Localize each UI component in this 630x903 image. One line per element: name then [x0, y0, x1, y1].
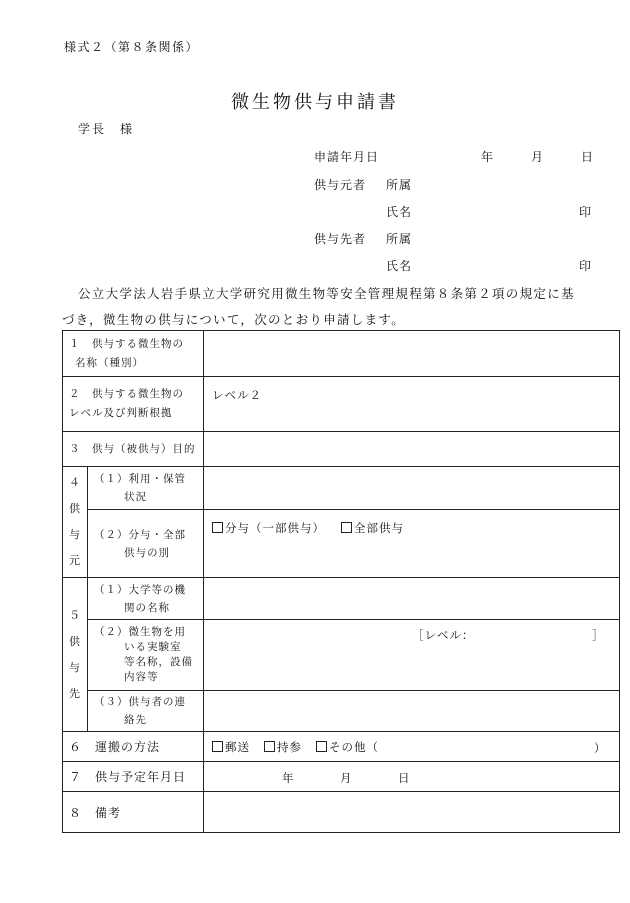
- provider-distribution-field: [204, 510, 620, 578]
- provider-usage-field[interactable]: [204, 467, 620, 510]
- provider-usage-line2: 状況: [124, 491, 147, 503]
- recipient-lab-line2: いる実験室: [124, 641, 182, 653]
- provider-vertical-char: 供: [69, 502, 81, 515]
- recipient-vertical-number: ５: [69, 608, 81, 622]
- recipient-seal: 印: [579, 259, 593, 273]
- recipient-lab-label: [88, 620, 204, 691]
- recipient-affiliation-label: 所属: [386, 232, 413, 246]
- level-bracket-close: ］: [592, 628, 605, 642]
- recipient-institution-line2: 関の名称: [124, 601, 170, 614]
- row8-label: ８ 備考: [63, 792, 204, 833]
- mail-checkbox[interactable]: [212, 741, 223, 752]
- row3-label: ３ 供与（被供与）目的: [63, 432, 204, 467]
- recipient-vertical-char: 供: [69, 634, 81, 648]
- application-date-day: 日: [581, 150, 595, 164]
- provider-vertical-char: 元: [69, 554, 81, 567]
- provider-vertical-char: 与: [69, 528, 81, 541]
- row2-label: [63, 377, 204, 432]
- recipient-group-label: [63, 578, 88, 732]
- application-date-year: 年: [481, 150, 495, 164]
- row1-label-line1: １ 供与する微生物の: [69, 337, 184, 350]
- table-row: [63, 732, 620, 762]
- application-date-label: 申請年月日: [314, 150, 380, 164]
- provider-role: 供与元者: [314, 178, 367, 192]
- mail-label: 郵送: [225, 739, 250, 754]
- form-code: 様式２（第８条関係）: [64, 40, 200, 54]
- table-row: [63, 620, 620, 691]
- partial-supply-checkbox[interactable]: [212, 522, 223, 533]
- planned-date-year: 年: [282, 771, 295, 785]
- application-date-month: 月: [531, 150, 545, 164]
- row3-value-field[interactable]: [204, 432, 620, 467]
- partial-supply-label: 分与（一部供与）: [225, 521, 325, 535]
- remarks-field[interactable]: [204, 792, 620, 833]
- recipient-institution-field[interactable]: [204, 578, 620, 620]
- table-row: [63, 762, 620, 792]
- recipient-lab-line4: 内容等: [124, 671, 159, 683]
- recipient-vertical-char: 与: [69, 660, 81, 674]
- row2-label-line1: ２ 供与する微生物の: [69, 388, 184, 400]
- carry-checkbox[interactable]: [264, 741, 275, 752]
- provider-distribution-label: [88, 510, 204, 578]
- provider-affiliation-label: 所属: [386, 178, 413, 192]
- recipient-contact-line1: （３）供与者の連: [94, 696, 186, 708]
- row1-label: [63, 331, 204, 377]
- row2-label-line2: レベル及び判断根拠: [69, 407, 173, 419]
- recipient-lab-line3: 等名称，設備: [124, 656, 193, 668]
- planned-date-field[interactable]: [204, 762, 620, 792]
- planned-date-month: 月: [340, 771, 353, 785]
- table-row: [63, 510, 620, 578]
- table-row: [63, 578, 620, 620]
- body-text-line1: 公立大学法人岩手県立大学研究用微生物等安全管理規程第８条第２項の規定に基: [78, 286, 575, 301]
- application-table: [62, 330, 620, 833]
- level-value: レベル２: [212, 388, 262, 402]
- provider-usage-line1: （１）利用・保管: [94, 473, 186, 485]
- provider-distribution-line1: （２）分与・全部: [94, 528, 186, 541]
- table-row: [63, 432, 620, 467]
- recipient-lab-field[interactable]: [204, 620, 620, 691]
- provider-group-label: [63, 467, 88, 578]
- recipient-institution-line1: （１）大学等の機: [94, 583, 186, 596]
- other-checkbox[interactable]: [316, 741, 327, 752]
- planned-date-day: 日: [398, 771, 411, 785]
- row2-value-field[interactable]: [204, 377, 620, 432]
- row6-label: ６ 運搬の方法: [63, 732, 204, 762]
- recipient-contact-label: [88, 691, 204, 732]
- provider-usage-label: [88, 467, 204, 510]
- recipient-lab-line1: （２）微生物を用: [94, 626, 186, 638]
- table-row: [63, 792, 620, 833]
- full-supply-checkbox[interactable]: [341, 522, 352, 533]
- page-title: 微生物供与申請書: [231, 92, 399, 113]
- table-row: [63, 377, 620, 432]
- row7-label: ７ 供与予定年月日: [63, 762, 204, 792]
- row1-label-line2: 名称（種別）: [75, 356, 144, 369]
- recipient-contact-line2: 絡先: [124, 714, 147, 726]
- other-close-paren: ）: [594, 741, 607, 755]
- table-row: [63, 467, 620, 510]
- level-bracket-open: ［レベル：: [412, 628, 475, 642]
- recipient-role: 供与先者: [314, 232, 367, 246]
- carry-label: 持参: [277, 739, 302, 754]
- recipient-vertical-char: 先: [69, 686, 81, 700]
- addressee: 学長 様: [78, 122, 135, 136]
- other-label: その他（: [329, 739, 379, 754]
- full-supply-label: 全部供与: [354, 521, 404, 535]
- recipient-institution-label: [88, 578, 204, 620]
- recipient-name-label: 氏名: [386, 259, 413, 273]
- table-row: [63, 331, 620, 377]
- body-text-line2: づき，微生物の供与について，次のとおり申請します。: [62, 312, 406, 327]
- table-row: [63, 691, 620, 732]
- provider-name-label: 氏名: [386, 205, 413, 219]
- recipient-contact-field[interactable]: [204, 691, 620, 732]
- provider-vertical-number: ４: [69, 476, 81, 489]
- provider-seal: 印: [579, 205, 593, 219]
- provider-distribution-line2: 供与の別: [124, 546, 170, 559]
- row1-value-field[interactable]: [204, 331, 620, 377]
- transport-method-field: [204, 732, 620, 762]
